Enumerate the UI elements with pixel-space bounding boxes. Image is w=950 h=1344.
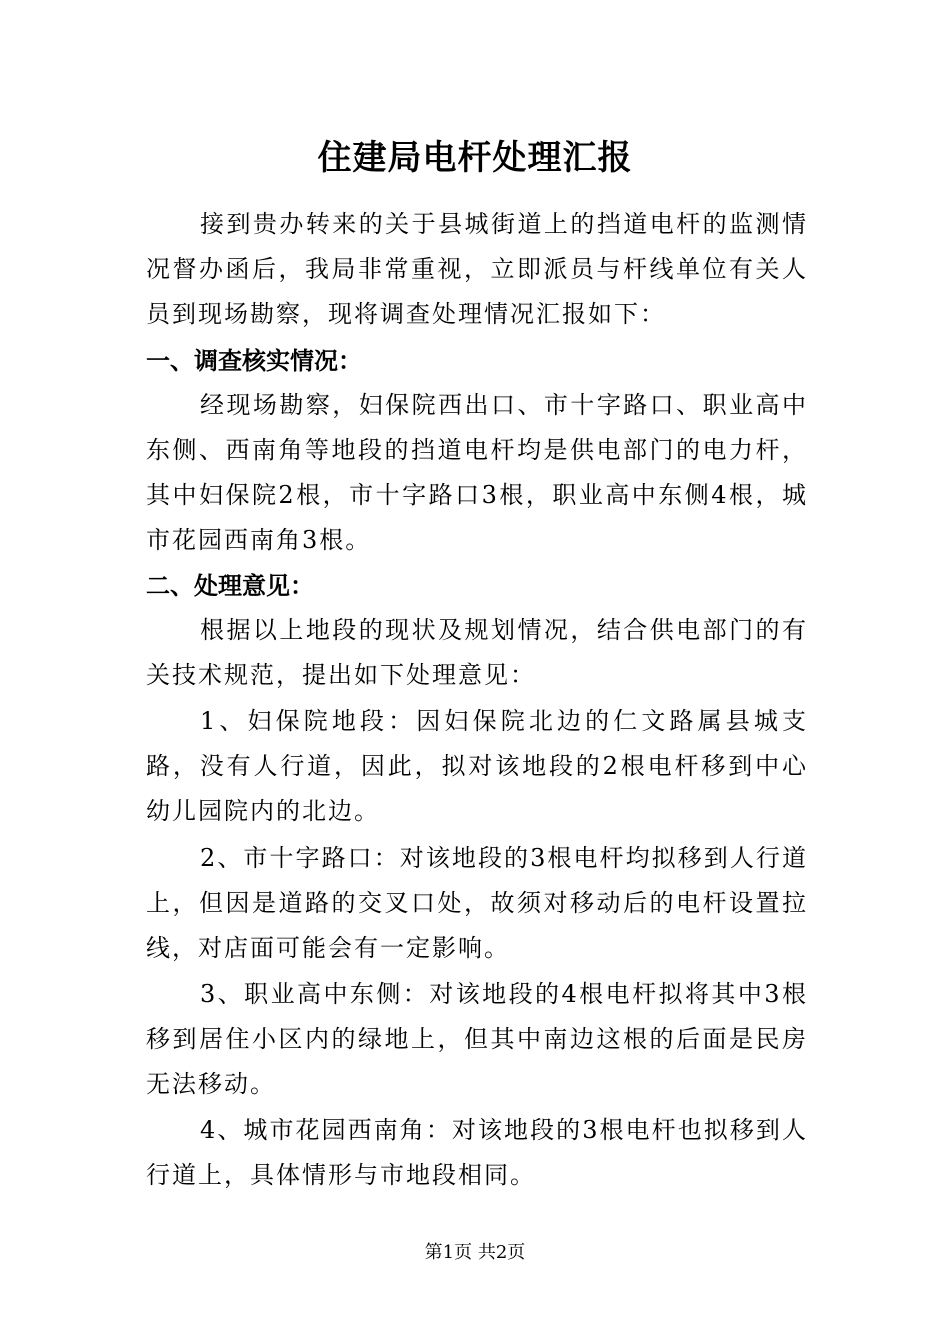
document-title: 住建局电杆处理汇报	[317, 138, 633, 178]
item1-paragraph: 1、妇保院地段：因妇保院北边的仁文路属县城支路，没有人行道，因此，拟对该地段的2根电杆移到中心幼儿园院内的北边。	[146, 707, 808, 825]
page-footer: 第1页 共2页	[424, 1242, 526, 1263]
section1-paragraph: 经现场勘察，妇保院西出口、市十字路口、职业高中东侧、西南角等地段的挡道电杆均是供电部门的电力杆，其中妇保院2根，市十字路口3根，职业高中东侧4根，城市花园西南角3根。	[146, 391, 808, 554]
section2-heading: 二、处理意见：	[146, 571, 314, 600]
intro-paragraph: 接到贵办转来的关于县城街道上的挡道电杆的监测情况督办函后，我局非常重视，立即派员与杆线单位有关人员到现场勘察，现将调查处理情况汇报如下：	[146, 210, 808, 328]
item4-paragraph: 4、城市花园西南角：对该地段的3根电杆也拟移到人行道上，具体情形与市地段相同。	[146, 1116, 808, 1189]
section2-intro-paragraph: 根据以上地段的现状及规划情况，结合供电部门的有关技术规范，提出如下处理意见：	[146, 616, 808, 689]
section1-heading: 一、调查核实情况：	[146, 346, 362, 375]
item2-paragraph: 2、市十字路口：对该地段的3根电杆均拟移到人行道上，但因是道路的交叉口处，故须对移动后的电杆设置拉线，对店面可能会有一定影响。	[146, 844, 808, 962]
item3-paragraph: 3、职业高中东侧：对该地段的4根电杆拟将其中3根移到居住小区内的绿地上，但其中南边这根的后面是民房无法移动。	[146, 980, 808, 1098]
